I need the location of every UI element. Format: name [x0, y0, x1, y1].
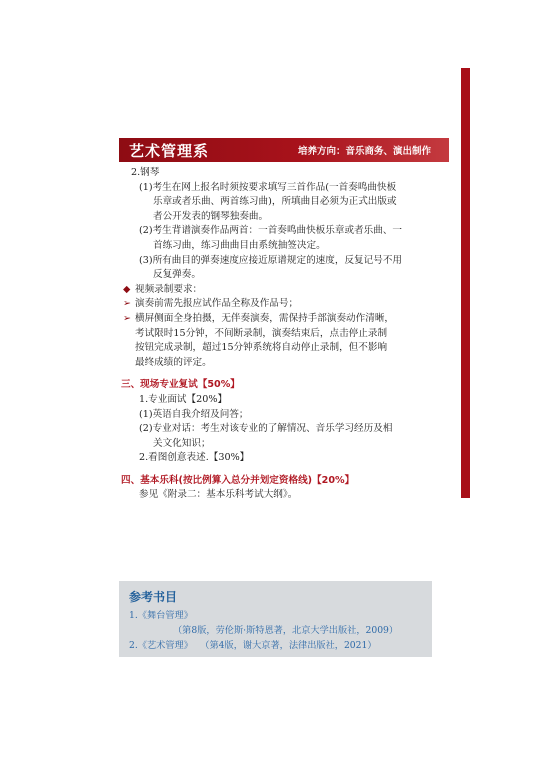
training-direction: 培养方向：音乐商务、演出制作 [297, 146, 431, 157]
references-box [119, 581, 432, 657]
reference-1-title: 1.《舞台管理》 [129, 610, 193, 621]
reference-1-detail: （第8版，劳伦斯·斯特恩著，北京大学出版社，2009） [173, 625, 399, 636]
piano-item-1-line-1: (1)考生在网上报名时须按要求填写三首作品(一首奏鸣曲快板 [139, 181, 397, 193]
section-3-item-2: (1)英语自我介绍及问答； [139, 408, 249, 420]
section-3-item-4: 2.看图创意表述.【30%】 [139, 452, 250, 464]
piano-item-3-line-1: (3)所有曲目的弹奏速度应接近原谱规定的速度，反复记号不用 [139, 254, 403, 266]
piano-item-1-line-3: 者公开发表的钢琴独奏曲。 [153, 210, 269, 222]
section-3-item-3-line-1: (2)专业对话：考生对该专业的了解情况、音乐学习经历及相 [139, 423, 393, 435]
piano-item-2-line-2: 首练习曲，练习曲曲目由系统抽签决定。 [153, 239, 326, 251]
reference-2-title: 2.《艺术管理》 [129, 640, 193, 651]
section-4-heading: 四、基本乐科(按比例算入总分并划定资格线)【20%】 [121, 474, 355, 486]
department-banner [119, 138, 449, 162]
piano-item-2-line-1: (2)考生背谱演奏作品两首：一首奏鸣曲快板乐章或者乐曲、一 [139, 225, 403, 237]
video-rule-2-line-2: 考试限时15分钟，不间断录制，演奏结束后，点击停止录制 [135, 327, 388, 339]
section-3-heading: 三、现场专业复试【50%】 [121, 379, 240, 391]
piano-item-3-line-2: 反复弹奏。 [153, 269, 201, 281]
department-title: 艺术管理系 [129, 141, 210, 160]
section-3-item-1: 1.专业面试【20%】 [139, 393, 228, 405]
piano-heading: 2.钢琴 [131, 167, 160, 178]
video-rule-1 [123, 297, 441, 312]
diamond-bullet-icon: ◆ [123, 283, 131, 295]
arrow-bullet-icon: ➢ [123, 312, 132, 324]
video-rule-2-line-1 [123, 312, 441, 327]
video-rule-1-text: 演奏前需先报应试作品全称及作品号； [135, 298, 299, 310]
section-4-note: 参见《附录二：基本乐科考试大纲》。 [139, 489, 298, 501]
piano-item-1-line-2: 乐章或者乐曲、两首练习曲)，所填曲目必须为正式出版或 [153, 196, 397, 208]
video-rule-2-line-3: 按钮完成录制，超过15分钟系统将自动停止录制，但不影响 [135, 342, 388, 354]
section-3-item-3-line-2: 关文化知识； [153, 437, 211, 449]
video-heading-text: 视频录制要求： [135, 283, 203, 295]
exam-requirements [121, 166, 441, 503]
arrow-bullet-icon: ➢ [123, 298, 132, 310]
red-side-bar [461, 68, 470, 498]
reference-2 [129, 638, 424, 653]
video-rule-2-line-4: 最终成绩的评定。 [135, 356, 212, 368]
video-heading [123, 283, 441, 298]
reference-2-detail: （第4版，谢大京著，法律出版社，2021） [204, 640, 377, 651]
references-title: 参考书目 [129, 590, 178, 604]
video-rule-2-text-1: 横屏侧面全身拍摄，无伴奏演奏，需保持手部演奏动作清晰， [135, 312, 395, 324]
